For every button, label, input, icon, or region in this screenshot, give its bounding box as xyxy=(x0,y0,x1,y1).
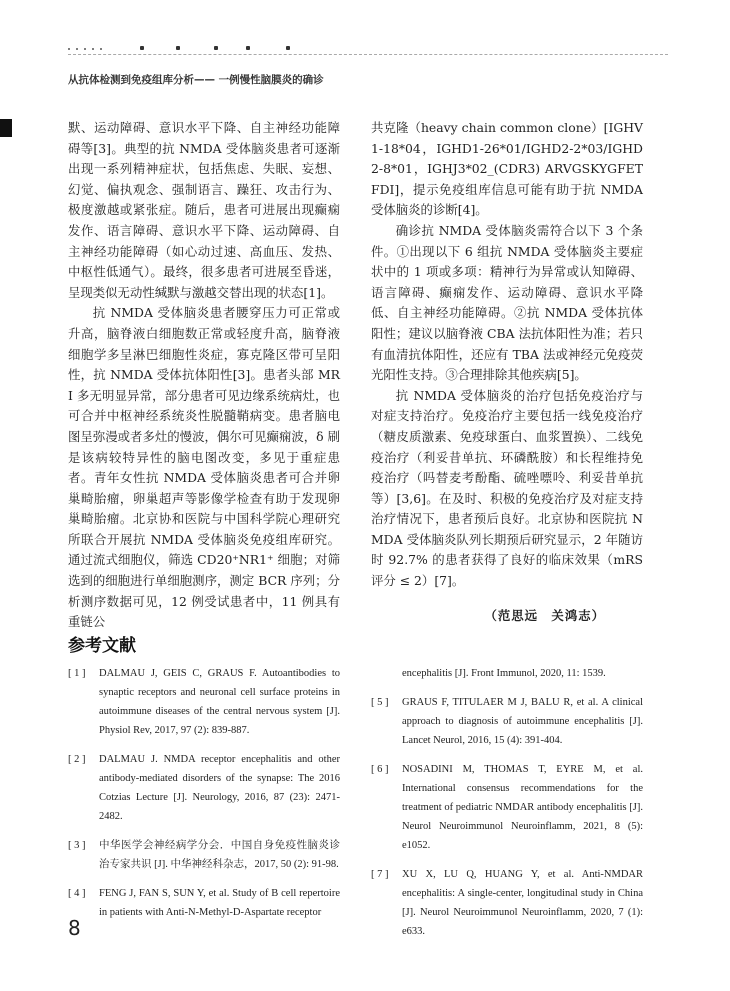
references-column-right xyxy=(371,664,643,951)
reference-item xyxy=(68,664,340,740)
reference-item xyxy=(68,884,340,922)
reference-item-continued xyxy=(371,664,643,683)
reference-text-part1: FENG J, FAN S, SUN Y, et al. Study of B cell repertoire in patients with Anti-N-Methyl-D-Aspartate receptor xyxy=(99,888,340,918)
body-column-left xyxy=(68,118,340,633)
running-title: 从抗体检测到免疫组库分析—— 一例慢性脑膜炎的确诊 xyxy=(68,74,324,86)
reference-text: DALMAU J, GEIS C, GRAUS F. Autoantibodies to synaptic receptors and neuronal cell surface proteins in autoimmune diseases of the central nervous system [J]. Physiol Rev, 2017, 97 (2): 839-887. xyxy=(99,668,340,736)
reference-number: [ 7 ] xyxy=(371,869,389,880)
reference-number: [ 3 ] xyxy=(68,840,86,851)
reference-number: [ 4 ] xyxy=(68,888,86,899)
reference-number: [ 1 ] xyxy=(68,668,86,679)
references-heading: 参考文献 xyxy=(68,636,136,656)
page-number: 8 xyxy=(68,916,81,940)
references-column-left xyxy=(68,664,340,932)
body-column-right xyxy=(371,118,643,624)
header-dot-ornament xyxy=(68,44,668,54)
reference-item xyxy=(68,836,340,874)
reference-number: [ 2 ] xyxy=(68,754,86,765)
reference-item xyxy=(371,760,643,855)
paragraph-diagnostic-criteria: 确诊抗 NMDA 受体脑炎需符合以下 3 个条件。①出现以下 6 组抗 NMDA 受体脑炎主要症状中的 1 项或多项：精神行为异常或认知障碍、语言障碍、癫痫发作、运动障碍、意识水平降低、自主神经功能障碍。②抗 NMDA 受体抗体阳性；建议以脑脊液 CBA 法抗体阳性为准；若只有血清抗体阳性，还应有 TBA 法或神经元免疫荧光阳性支持。③合理排除其他疾病[5]。 xyxy=(371,222,643,383)
reference-item xyxy=(371,693,643,750)
paragraph-clone-continuation: 共克隆（heavy chain common clone）[IGHV1-18*04，IGHD1-26*01/IGHD2-2*03/IGHD2-8*01，IGHJ3*02_(CDR3) ARVGSKYGFETFDI]，提示免疫组库信息可能有助于抗 NMDA 受体脑炎的诊断[4]。 xyxy=(371,120,643,218)
reference-number: [ 6 ] xyxy=(371,764,389,775)
reference-text: DALMAU J. NMDA receptor encephalitis and other antibody-mediated disorders of the synapse: The 2016 Cotzias Lecture [J]. Neurology, 2016, 87 (23): 2471-2482. xyxy=(99,754,340,822)
reference-text: GRAUS F, TITULAER M J, BALU R, et al. A clinical approach to diagnosis of autoimmune encephalitis [J]. Lancet Neurol, 2016, 15 (4): 391-404. xyxy=(402,697,643,746)
paragraph-treatment: 抗 NMDA 受体脑炎的治疗包括免疫治疗与对症支持治疗。免疫治疗主要包括一线免疫治疗（糖皮质激素、免疫球蛋白、血浆置换）、二线免疫治疗（利妥昔单抗、环磷酰胺）和长程维持免疫治疗（吗替麦考酚酯、硫唑嘌呤、利妥昔单抗等）[3,6]。在及时、积极的免疫治疗及对症支持治疗情况下，患者预后良好。北京协和医院抗 NMDA 受体脑炎队列长期预后研究显示，2 年随访时 92.7% 的患者获得了良好的临床效果（mRS 评分 ≤ 2）[7]。 xyxy=(371,387,643,589)
paragraph-diagnostics: 抗 NMDA 受体脑炎患者腰穿压力可正常或升高，脑脊液白细胞数正常或轻度升高，脑脊液细胞学多呈淋巴细胞性炎症，寡克隆区带可呈阳性，抗 NMDA 受体抗体阳性[3]。患者头部 MRI 多无明显异常，部分患者可见边缘系统病灶，也可合并中枢神经系统炎性脱髓鞘病变。患者脑电图呈弥漫或者多灶的慢波，偶尔可见癫痫波，δ 刷是该病较特异性的脑电图改变，多见于重症患者。青年女性抗 NMDA 受体脑炎患者可合并卵巢畸胎瘤，卵巢超声等影像学检查有助于发现卵巢畸胎瘤。北京协和医院与中国科学院心理研究所联合开展抗 NMDA 受体脑炎免疫组库研究。通过流式细胞仪，筛选 CD20⁺NR1⁺ 细胞；对筛选到的细胞进行单细胞测序，测定 BCR 序列；分析测序数据可见，12 例受试患者中，11 例具有重链公 xyxy=(68,305,340,630)
reference-text: NOSADINI M, THOMAS T, EYRE M, et al. International consensus recommendations for the treatment of pediatric NMDAR antibody encephalitis [J]. Neurol Neuroimmunol Neuroinflamm, 2021, 8 (5): e1052. xyxy=(402,764,643,851)
reference-item xyxy=(68,750,340,826)
page-edge-tab xyxy=(0,119,12,137)
author-signature: （范思远 关鸿志） xyxy=(484,607,605,623)
reference-text: 中华医学会神经病学分会．中国自身免疫性脑炎诊治专家共识 [J]. 中华神经科杂志，2017, 50 (2): 91-98. xyxy=(99,840,340,870)
reference-number: [ 5 ] xyxy=(371,697,389,708)
header-divider xyxy=(68,54,668,55)
reference-text-part2: encephalitis [J]. Front Immunol, 2020, 11: 1539. xyxy=(402,668,606,679)
reference-item xyxy=(371,865,643,941)
paragraph-symptoms: 默、运动障碍、意识水平下降、自主神经功能障碍等[3]。典型的抗 NMDA 受体脑炎患者可逐渐出现一系列精神症状，包括焦虑、失眠、妄想、幻觉、偏执观念、强制语言、躁狂、攻击行为、极度激越或紧张症。随后，患者可进展出现癫痫发作、语言障碍、意识水平下降、运动障碍、自主神经功能障碍（如心动过速、高血压、发热、中枢性低通气）。最终，很多患者可进展至昏迷，呈现类似无动性缄默与激越交替出现的状态[1]。 xyxy=(68,120,340,300)
reference-text: XU X, LU Q, HUANG Y, et al. Anti-NMDAR encephalitis: A single-center, longitudinal study in China [J]. Neurol Neuroimmunol Neuroinflamm, 2020, 7 (1): e633. xyxy=(402,869,643,937)
